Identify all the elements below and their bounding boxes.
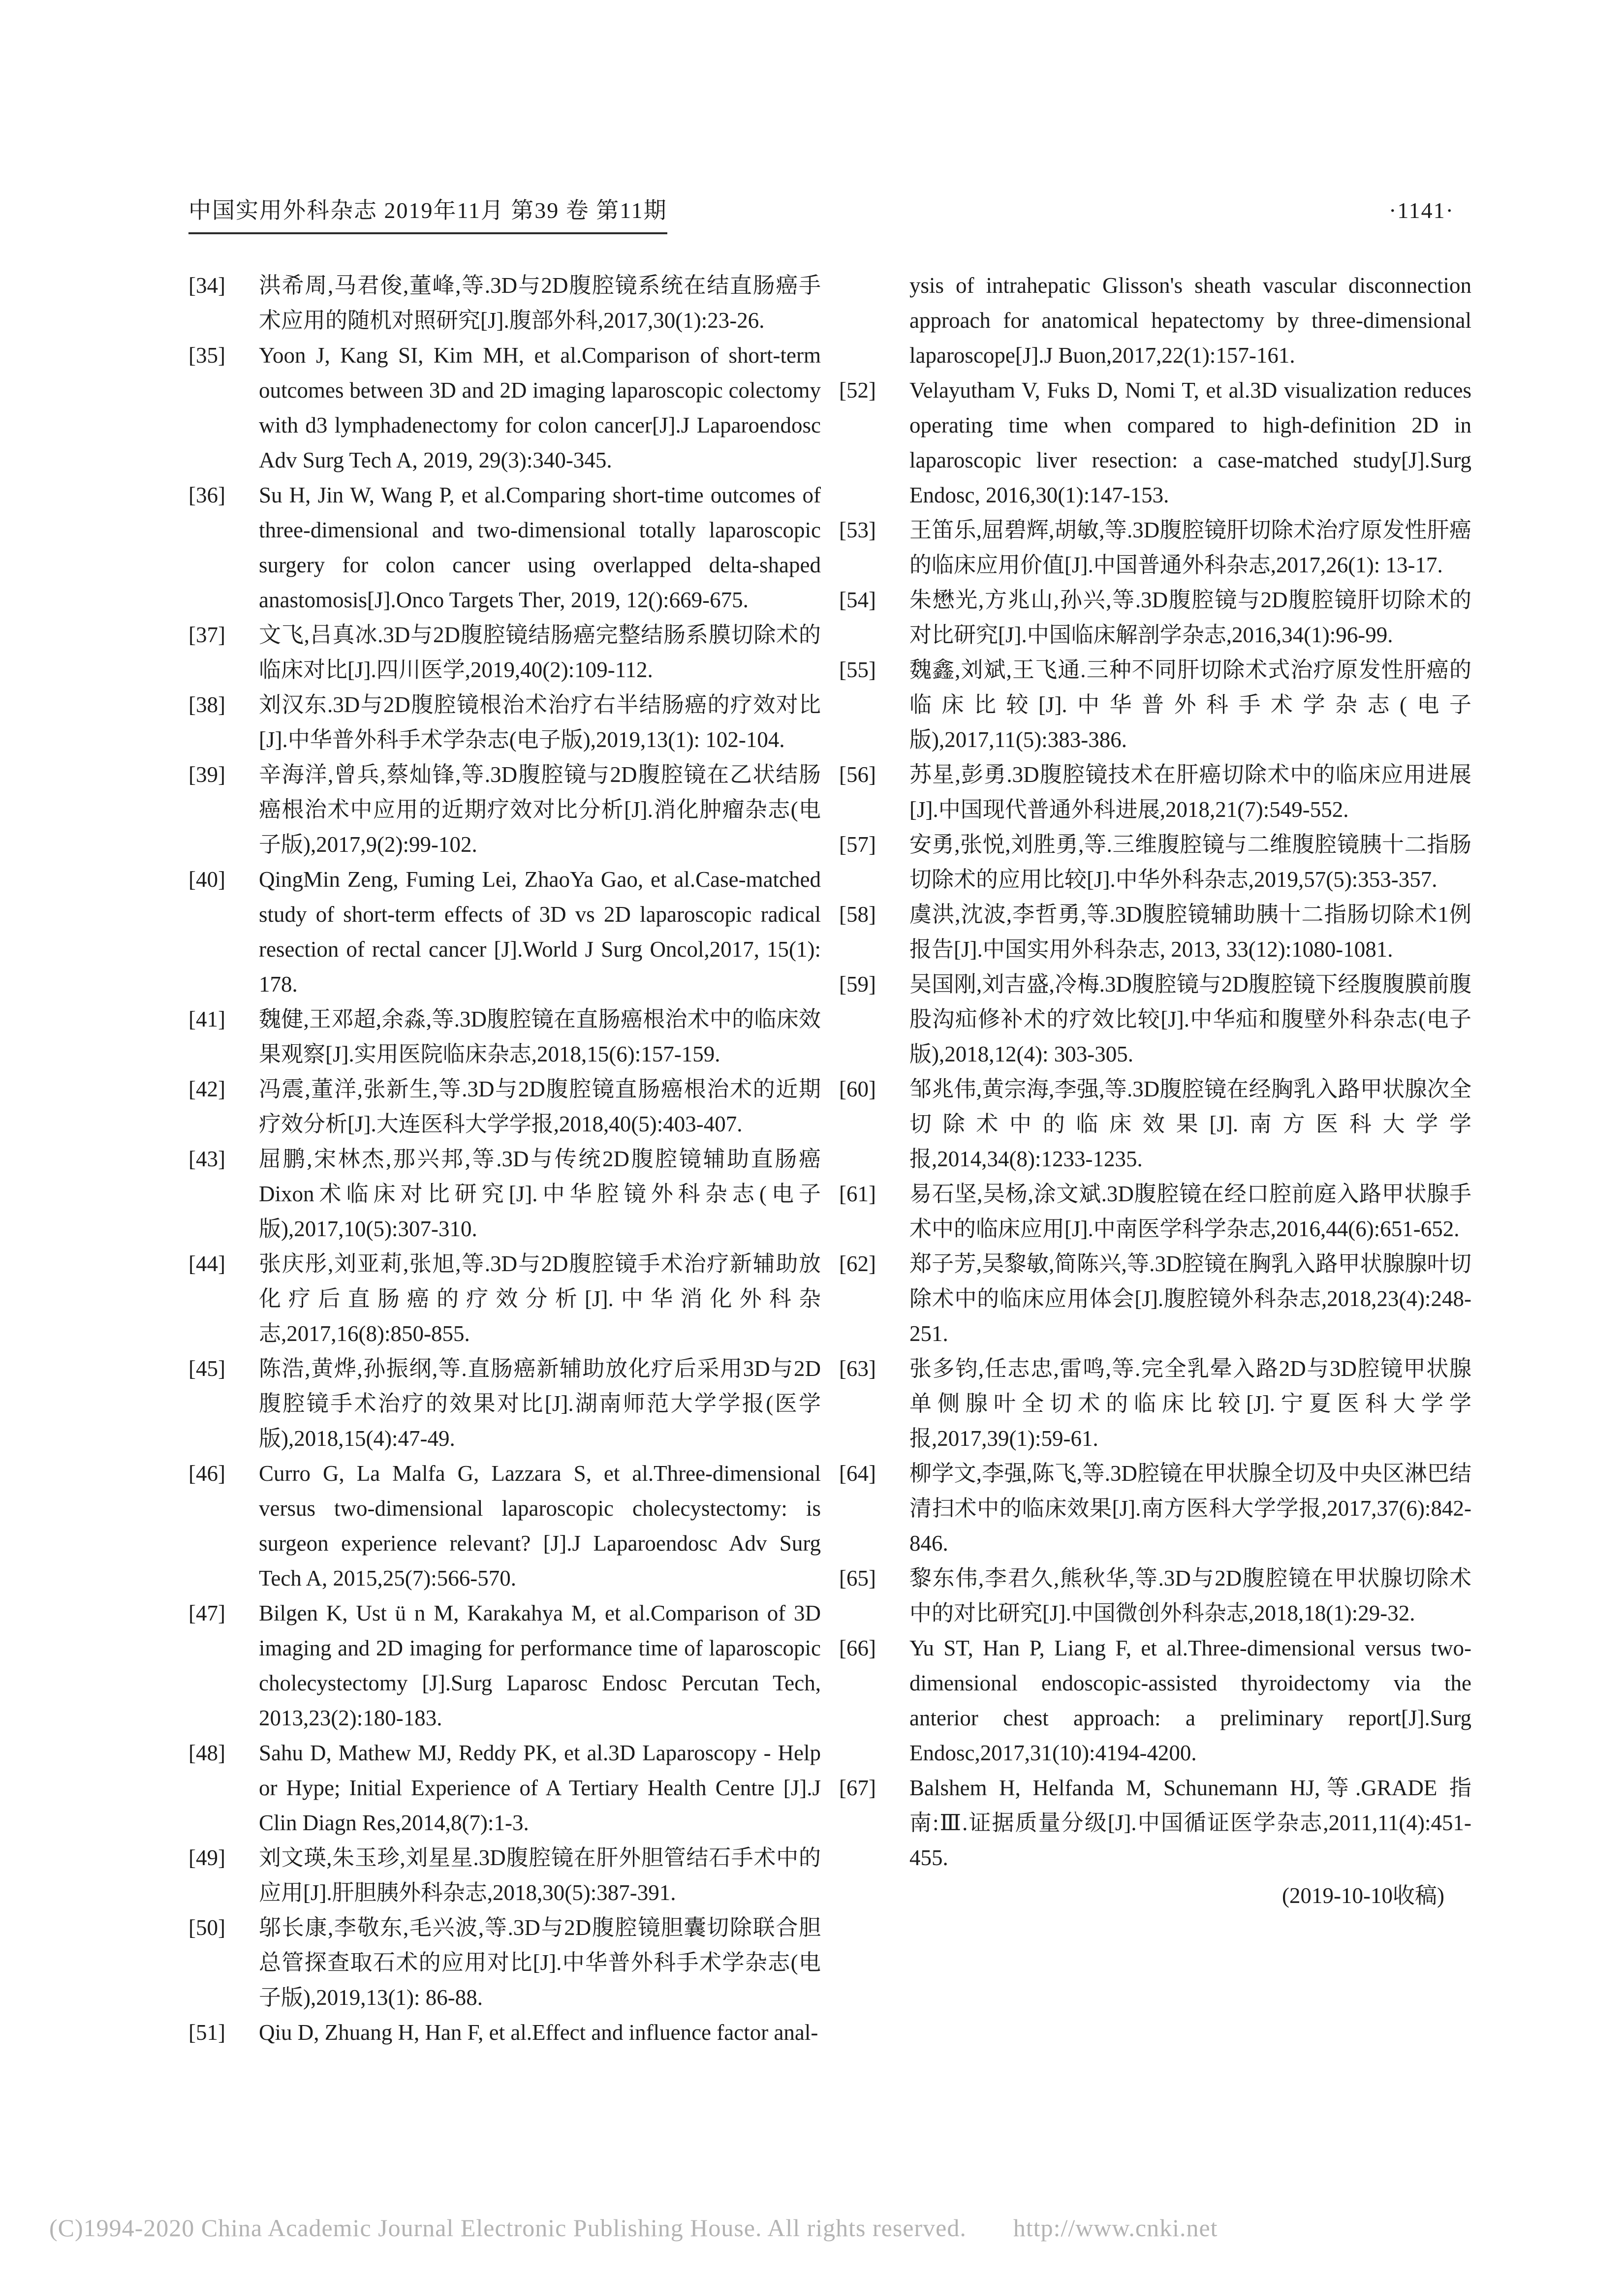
- reference-text: 刘文瑛,朱玉珍,刘星星.3D腹腔镜在肝外胆管结石手术中的应用[J].肝胆胰外科杂志,2018,30(5):387-391.: [259, 1845, 821, 1905]
- reference-number: [64]: [839, 1461, 876, 1486]
- reference-text: 安勇,张悦,刘胜勇,等.三维腹腔镜与二维腹腔镜胰十二指肠切除术的应用比较[J].中华外科杂志,2019,57(5):353-357.: [909, 832, 1471, 892]
- reference-number: [47]: [188, 1601, 225, 1625]
- reference-number: [38]: [188, 692, 225, 717]
- reference-text: ysis of intrahepatic Glisson's sheath vascular disconnection approach for anatomical hepatectomy by three-dimensional laparoscope[J].J Buon,2017,22(1):157-161.: [909, 273, 1471, 368]
- reference-number: [44]: [188, 1251, 225, 1276]
- reference-text: 王笛乐,屈碧辉,胡敏,等.3D腹腔镜肝切除术治疗原发性肝癌的临床应用价值[J].中国普通外科杂志,2017,26(1): 13-17.: [909, 518, 1471, 577]
- reference-item: [839, 268, 1471, 373]
- reference-text: 魏健,王邓超,余淼,等.3D腹腔镜在直肠癌根治术中的临床效果观察[J].实用医院临床杂志,2018,15(6):157-159.: [259, 1007, 821, 1066]
- reference-item: [188, 1247, 821, 1351]
- reference-number: [36]: [188, 483, 225, 507]
- reference-text: Su H, Jin W, Wang P, et al.Comparing short-time outcomes of three-dimensional and two-dimensional totally laparoscopic surgery for colon cancer using overlapped delta-shaped anastomosis[J].Onco Targets Ther, 2019, 12():669-675.: [259, 483, 821, 612]
- reference-text: 朱懋光,方兆山,孙兴,等.3D腹腔镜与2D腹腔镜肝切除术的对比研究[J].中国临床解剖学杂志,2016,34(1):96-99.: [909, 588, 1471, 647]
- reference-item: [839, 827, 1471, 897]
- page-number: ·1141·: [1389, 198, 1454, 223]
- references-column-left: [188, 268, 821, 2050]
- reference-number: [35]: [188, 343, 225, 368]
- reference-number: [49]: [188, 1845, 225, 1870]
- reference-number: [41]: [188, 1007, 225, 1031]
- reference-text: Bilgen K, Ust ü n M, Karakahya M, et al.Comparison of 3D imaging and 2D imaging for performance time of laparoscopic cholecystectomy [J].Surg Laparosc Endosc Percutan Tech, 2013,23(2):180-183.: [259, 1601, 821, 1730]
- reference-item: [839, 1631, 1471, 1771]
- reference-item: [188, 1841, 821, 1910]
- reference-item: [188, 1002, 821, 1072]
- reference-number: [53]: [839, 518, 876, 542]
- reference-item: [839, 897, 1471, 967]
- journal-issue-info: 中国实用外科杂志 2019年11月 第39 卷 第11期: [188, 196, 667, 234]
- reference-text: 刘汉东.3D与2D腹腔镜根治术治疗右半结肠癌的疗效对比[J].中华普外科手术学杂志(电子版),2019,13(1): 102-104.: [259, 692, 821, 752]
- reference-number: [37]: [188, 623, 225, 647]
- cnki-url: http://www.cnki.net: [1013, 2214, 1218, 2242]
- reference-text: 邬长康,李敬东,毛兴波,等.3D与2D腹腔镜胆囊切除联合胆总管探查取石术的应用对比[J].中华普外科手术学杂志(电子版),2019,13(1): 86-88.: [259, 1915, 821, 2010]
- reference-text: Velayutham V, Fuks D, Nomi T, et al.3D visualization reduces operating time when compared to high-definition 2D in laparoscopic liver resection: a case-matched study[J].Surg Endosc, 2016,30(1):147-153.: [909, 378, 1471, 507]
- reference-text: Sahu D, Mathew MJ, Reddy PK, et al.3D Laparoscopy - Help or Hype; Initial Experience of A Tertiary Health Centre [J].J Clin Diagn Res,2014,8(7):1-3.: [259, 1741, 821, 1835]
- reference-item: [188, 1072, 821, 1142]
- reference-item: [188, 478, 821, 618]
- reference-text: 黎东伟,李君久,熊秋华,等.3D与2D腹腔镜在甲状腺切除术中的对比研究[J].中国微创外科杂志,2018,18(1):29-32.: [909, 1566, 1471, 1625]
- reference-text: Yoon J, Kang SI, Kim MH, et al.Comparison of short-term outcomes between 3D and 2D imaging laparoscopic colectomy with d3 lymphadenectomy for colon cancer[J].J Laparoendosc Adv Surg Tech A, 2019, 29(3):340-345.: [259, 343, 821, 472]
- reference-text: 苏星,彭勇.3D腹腔镜技术在肝癌切除术中的临床应用进展[J].中国现代普通外科进展,2018,21(7):549-552.: [909, 762, 1471, 822]
- reference-text: Yu ST, Han P, Liang F, et al.Three-dimensional versus two-dimensional endoscopic-assisted thyroidectomy via the anterior chest approach: a preliminary report[J].Surg Endosc,2017,31(10):4194-4200.: [909, 1636, 1471, 1765]
- reference-text: 邹兆伟,黄宗海,李强,等.3D腹腔镜在经胸乳入路甲状腺次全切除术中的临床效果[J].南方医科大学学报,2014,34(8):1233-1235.: [909, 1077, 1471, 1171]
- reference-text: 辛海洋,曾兵,蔡灿锋,等.3D腹腔镜与2D腹腔镜在乙状结肠癌根治术中应用的近期疗效对比分析[J].消化肿瘤杂志(电子版),2017,9(2):99-102.: [259, 762, 821, 857]
- reference-number: [60]: [839, 1077, 876, 1101]
- reference-number: [43]: [188, 1147, 225, 1171]
- reference-item: [188, 1351, 821, 1456]
- reference-number: [839, 268, 909, 373]
- copyright-text: (C)1994-2020 China Academic Journal Electronic Publishing House. All rights reserved.: [49, 2214, 967, 2242]
- references-column-right: [839, 268, 1471, 1913]
- reference-number: [61]: [839, 1182, 876, 1206]
- reference-item: [839, 1072, 1471, 1177]
- reference-item: [839, 967, 1471, 1072]
- reference-text: QingMin Zeng, Fuming Lei, ZhaoYa Gao, et al.Case-matched study of short-term effects of 3D vs 2D laparoscopic radical resection of rectal cancer [J].World J Surg Oncol,2017, 15(1): 178.: [259, 867, 821, 997]
- reference-item: [188, 687, 821, 757]
- reference-item: [188, 1736, 821, 1841]
- reference-item: [839, 1351, 1471, 1456]
- reference-text: 郑子芳,吴黎敏,简陈兴,等.3D腔镜在胸乳入路甲状腺腺叶切除术中的临床应用体会[J].腹腔镜外科杂志,2018,23(4):248-251.: [909, 1251, 1471, 1346]
- reference-item: [188, 757, 821, 862]
- reference-text: 张庆彤,刘亚莉,张旭,等.3D与2D腹腔镜手术治疗新辅助放化疗后直肠癌的疗效分析[J].中华消化外科杂志,2017,16(8):850-855.: [259, 1251, 821, 1346]
- reference-item: [188, 618, 821, 687]
- reference-text: 柳学文,李强,陈飞,等.3D腔镜在甲状腺全切及中央区淋巴结清扫术中的临床效果[J].南方医科大学学报,2017,37(6):842-846.: [909, 1461, 1471, 1556]
- reference-item: [188, 1910, 821, 2015]
- reference-text: 虞洪,沈波,李哲勇,等.3D腹腔镜辅助胰十二指肠切除术1例报告[J].中国实用外科杂志, 2013, 33(12):1080-1081.: [909, 902, 1471, 962]
- reference-text: 陈浩,黄烨,孙振纲,等.直肠癌新辅助放化疗后采用3D与2D腹腔镜手术治疗的效果对比[J].湖南师范大学学报(医学版),2018,15(4):47-49.: [259, 1356, 821, 1451]
- reference-number: [54]: [839, 588, 876, 612]
- reference-number: [63]: [839, 1356, 876, 1381]
- reference-number: [40]: [188, 867, 225, 892]
- reference-item: [839, 653, 1471, 757]
- reference-text: 易石坚,吴杨,涂文斌.3D腹腔镜在经口腔前庭入路甲状腺手术中的临床应用[J].中南医学科学杂志,2016,44(6):651-652.: [909, 1182, 1471, 1241]
- reference-item: [839, 757, 1471, 827]
- reference-number: [57]: [839, 832, 876, 857]
- reference-item: [188, 338, 821, 478]
- reference-item: [188, 2015, 821, 2050]
- reference-item: [188, 268, 821, 338]
- references-list-right: [839, 268, 1471, 1875]
- reference-text: Curro G, La Malfa G, Lazzara S, et al.Three-dimensional versus two-dimensional laparoscopic cholecystectomy: is surgeon experience relevant? [J].J Laparoendosc Adv Surg Tech A, 2015,25(7):566-570.: [259, 1461, 821, 1591]
- reference-number: [59]: [839, 972, 876, 997]
- reference-number: [50]: [188, 1915, 225, 1940]
- received-date-note: (2019-10-10收稿): [1282, 1883, 1444, 1908]
- reference-item: [839, 513, 1471, 583]
- reference-number: [46]: [188, 1461, 225, 1486]
- reference-number: [42]: [188, 1077, 225, 1101]
- reference-text: 魏鑫,刘斌,王飞通.三种不同肝切除术式治疗原发性肝癌的临床比较[J].中华普外科手术学杂志(电子版),2017,11(5):383-386.: [909, 657, 1471, 752]
- reference-number: [67]: [839, 1776, 876, 1800]
- reference-item: [188, 862, 821, 1002]
- reference-number: [39]: [188, 762, 225, 787]
- reference-number: [66]: [839, 1636, 876, 1660]
- page-header: [188, 196, 667, 234]
- reference-item: [839, 1771, 1471, 1875]
- reference-item: [839, 1177, 1471, 1247]
- reference-number: [55]: [839, 657, 876, 682]
- reference-number: [51]: [188, 2020, 225, 2045]
- reference-number: [34]: [188, 273, 225, 298]
- reference-item: [188, 1596, 821, 1736]
- reference-number: [65]: [839, 1566, 876, 1591]
- reference-item: [839, 1247, 1471, 1351]
- reference-number: [45]: [188, 1356, 225, 1381]
- reference-text: 洪希周,马君俊,董峰,等.3D与2D腹腔镜系统在结直肠癌手术应用的随机对照研究[J].腹部外科,2017,30(1):23-26.: [259, 273, 821, 333]
- reference-item: [839, 373, 1471, 513]
- reference-item: [188, 1456, 821, 1596]
- reference-item: [188, 1142, 821, 1247]
- reference-text: 张多钧,任志忠,雷鸣,等.完全乳晕入路2D与3D腔镜甲状腺单侧腺叶全切术的临床比较[J].宁夏医科大学学报,2017,39(1):59-61.: [909, 1356, 1471, 1451]
- reference-text: Balshem H, Helfanda M, Schunemann HJ,等.GRADE 指南:Ⅲ.证据质量分级[J].中国循证医学杂志,2011,11(4):451-455.: [909, 1776, 1471, 1870]
- cnki-copyright-footer: [49, 2214, 1218, 2242]
- reference-number: [58]: [839, 902, 876, 927]
- reference-text: 冯震,董洋,张新生,等.3D与2D腹腔镜直肠癌根治术的近期疗效分析[J].大连医科大学学报,2018,40(5):403-407.: [259, 1077, 821, 1136]
- reference-number: [56]: [839, 762, 876, 787]
- reference-item: [839, 1561, 1471, 1631]
- reference-text: 吴国刚,刘吉盛,冷梅.3D腹腔镜与2D腹腔镜下经腹腹膜前腹股沟疝修补术的疗效比较[J].中华疝和腹壁外科杂志(电子版),2018,12(4): 303-305.: [909, 972, 1471, 1066]
- reference-number: [62]: [839, 1251, 876, 1276]
- reference-text: 文飞,吕真冰.3D与2D腹腔镜结肠癌完整结肠系膜切除术的临床对比[J].四川医学,2019,40(2):109-112.: [259, 623, 821, 682]
- reference-text: 屈鹏,宋林杰,那兴邦,等.3D与传统2D腹腔镜辅助直肠癌Dixon术临床对比研究[J].中华腔镜外科杂志(电子版),2017,10(5):307-310.: [259, 1147, 821, 1241]
- reference-text: Qiu D, Zhuang H, Han F, et al.Effect and influence factor anal-: [259, 2020, 818, 2045]
- reference-item: [839, 583, 1471, 653]
- reference-number: [52]: [839, 378, 876, 403]
- reference-item: [839, 1456, 1471, 1561]
- reference-number: [48]: [188, 1741, 225, 1765]
